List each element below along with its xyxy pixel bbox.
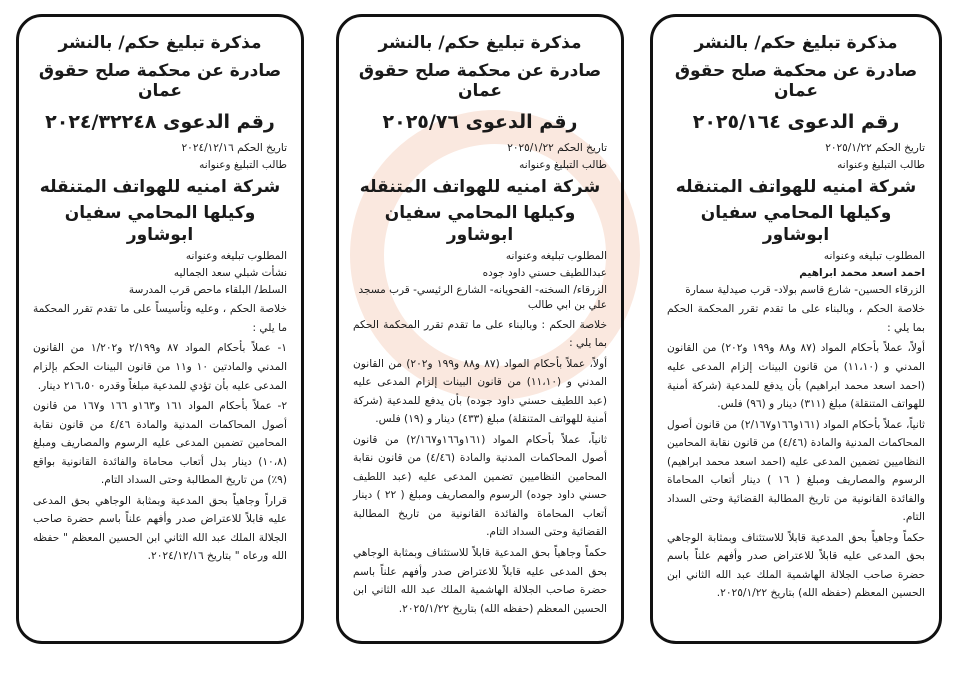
- respondent-label: المطلوب تبليغه وعنوانه: [185, 249, 287, 262]
- claimant-label: طالب التبليغ وعنوانه: [519, 159, 607, 172]
- judgment-date: تاريخ الحكم ٢٠٢٥/١/٢٢: [825, 142, 925, 154]
- claimant-label: طالب التبليغ وعنوانه: [199, 159, 287, 172]
- judgment-date: تاريخ الحكم ٢٠٢٤/١٢/١٦: [181, 142, 287, 154]
- respondent-label: المطلوب تبليغه وعنوانه: [505, 249, 607, 262]
- verdict-text: حكماً وجاهياً بحق المدعية قابلاً للاستئناف وبمثابة الوجاهي بحق المدعى عليه قابلاً للاعتراض صدر وأفهم علناً باسم حضرة صاحب الجلالة الهاشمية الملك عبد الله الثاني ابن الحسين المعظم (حفظه الله) بتاريخ ٢٠٢٥/١/٢٢.: [667, 531, 925, 600]
- judgment-item-1: ١- عملاً بأحكام المواد ٨٧ و٢/١٩٩ و١/٢٠٢ من القانون المدني والمادتين ١٠ و١١ من قانون البينات الحكم بإلزام المدعى عليه بأن تؤدي للمدعية مبلغاً وقدره ٢١٦،٥٠ دينار.: [33, 342, 288, 392]
- lawyer-name: وكيلها المحامي سفيان ابوشاور: [64, 202, 256, 245]
- claimant-name: شركة امنيه للهواتف المتنقله: [675, 177, 917, 198]
- respondent-name: عبداللطيف حسني داود جوده: [482, 266, 607, 279]
- notice-card-3: [16, 14, 304, 644]
- judgment-item-2: ثانياً، عملاً بأحكام المواد (١٦١و١٦٦و٢/١٦٧) من قانون أصول المحاكمات المدنية والمادة (٤/٤٦) من قانون نقابة المحامين النظاميين تضمين المدعى عليه (عبد اللطيف حسني داود جوده) الرسوم والمصاريف ومبلغ ( ٢٢ ) دينار أتعاب المحاماة والفائدة القانونية من تاريخ المطالبة القضائية وحتى السداد التام.: [353, 433, 608, 539]
- notice-title: مذكرة تبليغ حكم/ بالنشر: [378, 33, 582, 53]
- judgment-item-1: أولاً، عملاً بأحكام المواد (٨٧ و٨٨ و١٩٩ و٢٠٢) من القانون المدني و (١١،١٠) من قانون البينات إلزام المدعى عليه (احمد اسعد محمد ابراهيم) بأن يدفع للمدعية (شركة أمنية للهواتف المتنقلة) مبلغ (٣١١) دينار و (٩٦) فلس.: [667, 342, 926, 411]
- case-number: رقم الدعوى ٢٠٢٥/١٦٤: [692, 111, 900, 133]
- respondent-name: احمد اسعد محمد ابراهيم: [799, 266, 925, 279]
- judgment-item-1: أولاً، عملاً بأحكام المواد (٨٧ و٨٨ و١٩٩ و٢٠٢) من القانون المدني و (١١،١٠) من قانون البينات إلزام المدعى عليه (عبد اللطيف حسني داود جوده) بأن يدفع للمدعية (شركة أمنية للهواتف المتنقلة) مبلغ (٤٣٣) دينار و (١٩) فلس.: [353, 357, 608, 426]
- judgment-summary: خلاصة الحكم ، وبالبناء على ما تقدم تقرر المحكمة الحكم بما يلي :: [667, 303, 925, 334]
- lawyer-name: وكيلها المحامي سفيان ابوشاور: [384, 202, 576, 245]
- respondent-label: المطلوب تبليغه وعنوانه: [823, 249, 925, 262]
- court-name: صادرة عن محكمة صلح حقوق عمان: [38, 61, 282, 101]
- respondent-name: نشأت شبلي سعد الجماليه: [173, 266, 287, 279]
- claimant-label: طالب التبليغ وعنوانه: [837, 159, 925, 172]
- notice-card-1: [650, 14, 942, 644]
- court-name: صادرة عن محكمة صلح حقوق عمان: [358, 61, 602, 101]
- judgment-item-2: ٢- عملاً بأحكام المواد ١٦١ و١٦٣و ١٦٦ و١٦٧ من قانون أصول المحاكمات المدنية والمادة ٤/٤٦ من قانون نقابة المحامين تضمين المدعى عليه الرسوم والمصاريف ومبلغ (١٠،٨) دينار بدل أتعاب محاماة والفائدة القانونية بواقع (٩٪) من تاريخ المطالبة وحتى السداد التام.: [33, 400, 288, 487]
- judgment-summary: خلاصة الحكم : وبالبناء على ما تقدم تقرر المحكمة الحكم بما يلي :: [353, 318, 607, 350]
- verdict-text: قراراً وجاهياً بحق المدعية وبمثابة الوجاهي بحق المدعى عليه قابلاً للاعتراض صدر وأفهم علناً باسم حضرة صاحب الجلالة الملك عبد الله الثاني ابن الحسين المعظم " حفظه الله ورعاه " بتاريخ ٢٠٢٤/١٢/١٦.: [33, 494, 287, 563]
- lawyer-name: وكيلها المحامي سفيان ابوشاور: [700, 202, 892, 245]
- judgment-summary: خلاصة الحكم ، وعليه وتأسيساً على ما تقدم تقرر المحكمة ما يلي :: [33, 303, 287, 334]
- claimant-name: شركة امنيه للهواتف المتنقله: [359, 177, 601, 198]
- claimant-name: شركة امنيه للهواتف المتنقله: [39, 177, 281, 198]
- notice-title: مذكرة تبليغ حكم/ بالنشر: [694, 33, 898, 53]
- notice-card-2: [336, 14, 624, 644]
- respondent-address: الزرقاء الحسين- شارع قاسم بولاد- قرب صيدلية سمارة: [685, 284, 925, 297]
- case-number: رقم الدعوى ٢٠٢٤/٣٢٢٤٨: [45, 111, 275, 133]
- case-number: رقم الدعوى ٢٠٢٥/٧٦: [382, 111, 578, 133]
- court-name: صادرة عن محكمة صلح حقوق عمان: [674, 61, 918, 101]
- judgment-date: تاريخ الحكم ٢٠٢٥/١/٢٢: [507, 142, 607, 154]
- respondent-address: الزرقاء/ السخنه- القحويانه- الشارع الرئيسي- قرب مسجد علي بن ابي طالب: [358, 284, 607, 312]
- notice-title: مذكرة تبليغ حكم/ بالنشر: [58, 33, 262, 53]
- verdict-text: حكماً وجاهياً بحق المدعية قابلاً للاستئناف وبمثابة الوجاهي بحق المدعى عليه قابلاً للاعتراض صدر وأفهم علناً باسم حضرة صاحب الجلالة الهاشمية الملك عبد الله الثاني ابن الحسين المعظم (حفظه الله) بتاريخ ٢٠٢٥/١/٢٢.: [353, 546, 607, 615]
- judgment-item-2: ثانياً، عملاً بأحكام المواد (١٦١و١٦٦و٢/١٦٧) من قانون أصول المحاكمات المدنية والمادة (٤/٤٦) من قانون نقابة المحامين النظاميين تضمين المدعى عليه (احمد اسعد محمد ابراهيم) الرسوم والمصاريف ومبلغ ( ١٦ ) دينار أتعاب المحاماة والفائدة القانونية من تاريخ المطالبة القضائية وحتى السداد التام.: [667, 418, 926, 524]
- respondent-address: السلط/ البلقاء ماحص قرب المدرسة: [128, 284, 287, 297]
